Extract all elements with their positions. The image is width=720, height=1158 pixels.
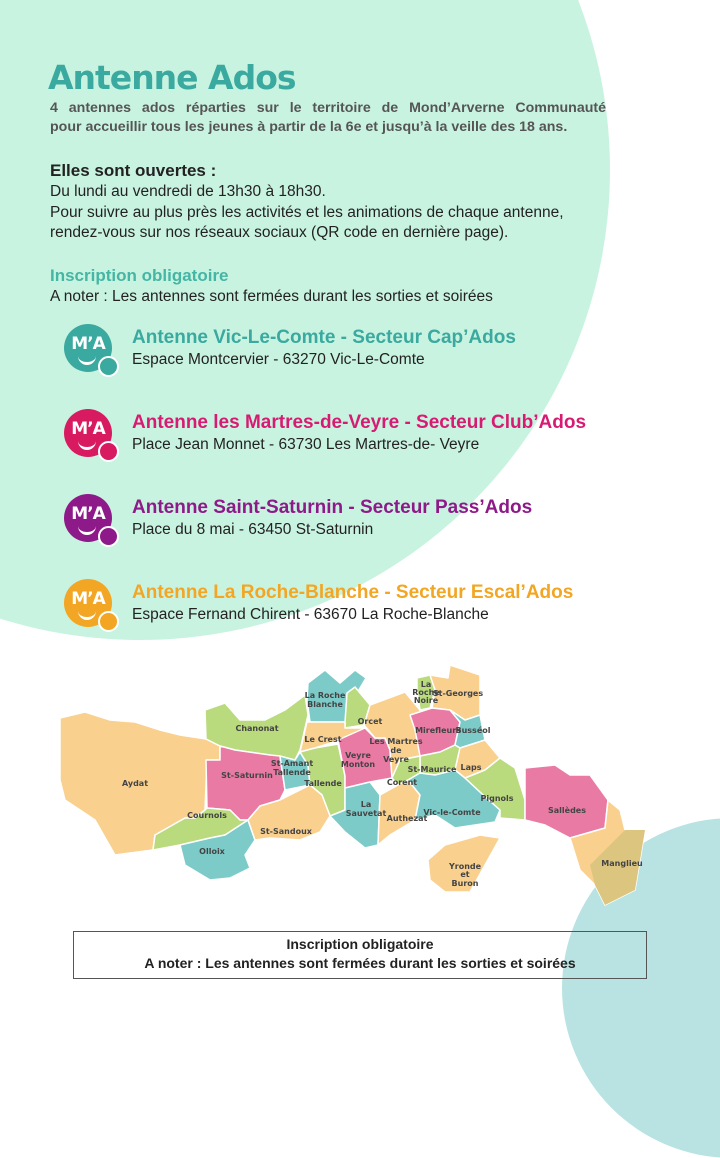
- inscription-heading: Inscription obligatoire: [50, 266, 229, 285]
- opening-hours: Du lundi au vendredi de 13h30 à 18h30.: [50, 183, 326, 200]
- map-commune-salledes: [525, 765, 608, 838]
- svg-text:La Roche: La Roche: [304, 691, 346, 700]
- svg-text:Olloix: Olloix: [199, 847, 225, 856]
- svg-text:Les Martres: Les Martres: [369, 737, 423, 746]
- inscription-note: A noter : Les antennes sont fermées durant les sorties et soirées: [50, 288, 493, 305]
- svg-text:Roche: Roche: [412, 688, 440, 697]
- svg-text:St-Maurice: St-Maurice: [407, 765, 457, 774]
- svg-text:Corent: Corent: [386, 778, 418, 787]
- svg-text:Monton: Monton: [340, 760, 376, 769]
- svg-text:St-Georges: St-Georges: [432, 689, 484, 698]
- intro-text: [50, 99, 606, 137]
- svg-text:La: La: [360, 800, 372, 809]
- svg-text:Laps: Laps: [460, 763, 482, 772]
- svg-text:Sauvetat: Sauvetat: [345, 809, 387, 818]
- ma-jeunesse-logo-pink-icon: M’A: [62, 405, 120, 463]
- svg-text:Cournols: Cournols: [187, 811, 227, 820]
- opening-line-2: Pour suivre au plus près les activités et les animations de chaque antenne,: [50, 203, 564, 221]
- svg-text:Tallende: Tallende: [273, 768, 311, 777]
- ma-jeunesse-logo-purple-icon: M’A: [62, 490, 120, 548]
- svg-text:Pignols: Pignols: [480, 794, 514, 803]
- antenna-address: Place Jean Monnet - 63730 Les Martres-de- Veyre: [132, 436, 480, 453]
- antenna-vic-le-comte: [62, 320, 516, 378]
- svg-text:Authezat: Authezat: [386, 814, 428, 823]
- svg-text:St-Sandoux: St-Sandoux: [260, 827, 312, 836]
- ma-jeunesse-logo-orange-icon: M’A: [62, 575, 120, 633]
- ma-jeunesse-logo-teal-icon: M’A: [62, 320, 120, 378]
- svg-text:Blanche: Blanche: [307, 700, 343, 709]
- svg-text:et: et: [460, 870, 470, 879]
- svg-text:Le Crest: Le Crest: [304, 735, 342, 744]
- svg-text:de: de: [390, 746, 402, 755]
- notice-text: A noter : Les antennes sont fermées durant les sorties et soirées: [144, 955, 576, 971]
- opening-body: [50, 182, 564, 244]
- svg-text:Yronde: Yronde: [448, 862, 482, 871]
- antenna-name: Antenne Vic-Le-Comte - Secteur Cap’Ados: [132, 327, 516, 348]
- svg-text:Chanonat: Chanonat: [235, 724, 279, 733]
- svg-text:Aydat: Aydat: [121, 779, 149, 788]
- svg-text:Busséol: Busséol: [455, 726, 491, 735]
- svg-text:Veyre: Veyre: [345, 751, 371, 760]
- svg-text:Noire: Noire: [413, 696, 439, 705]
- svg-text:St-Amant: St-Amant: [270, 759, 314, 768]
- antenna-name: Antenne les Martres-de-Veyre - Secteur Club’Ados: [132, 412, 587, 433]
- opening-heading: Elles sont ouvertes :: [50, 161, 217, 180]
- territory-map: [60, 660, 660, 930]
- antenna-address: Espace Fernand Chirent - 63670 La Roche-Blanche: [132, 606, 489, 623]
- antenna-name: Antenne Saint-Saturnin - Secteur Pass’Ados: [132, 497, 533, 518]
- intro-line-1: 4 antennes ados réparties sur le territoire de Mond’Arverne Communauté: [50, 100, 606, 116]
- svg-text:La: La: [420, 680, 432, 689]
- notice-heading: Inscription obligatoire: [286, 936, 434, 952]
- antenna-la-roche-blanche: [62, 575, 573, 633]
- svg-text:Buron: Buron: [451, 879, 479, 888]
- svg-text:Vic-le-Comte: Vic-le-Comte: [423, 808, 481, 817]
- svg-text:Veyre: Veyre: [383, 755, 409, 764]
- svg-text:Mirefleurs: Mirefleurs: [415, 726, 461, 735]
- antenna-saint-saturnin: [62, 490, 532, 548]
- antenna-address: Espace Montcervier - 63270 Vic-Le-Comte: [132, 351, 425, 368]
- notice-box: [73, 931, 647, 979]
- svg-text:St-Saturnin: St-Saturnin: [221, 771, 273, 780]
- svg-text:Sallèdes: Sallèdes: [548, 806, 586, 815]
- intro-line-2: pour accueillir tous les jeunes à partir de la 6e et jusqu’à la veille des 18 ans.: [50, 119, 568, 135]
- opening-line-3: rendez-vous sur nos réseaux sociaux (QR code en dernière page).: [50, 224, 509, 241]
- antenna-name: Antenne La Roche-Blanche - Secteur Escal’Ados: [132, 582, 574, 603]
- antenna-martres-de-veyre: [62, 405, 586, 463]
- svg-text:Manglieu: Manglieu: [601, 859, 643, 868]
- svg-text:Tallende: Tallende: [304, 779, 342, 788]
- svg-text:Orcet: Orcet: [357, 717, 383, 726]
- page-title: Antenne Ados: [48, 58, 296, 97]
- antenna-address: Place du 8 mai - 63450 St-Saturnin: [132, 521, 374, 538]
